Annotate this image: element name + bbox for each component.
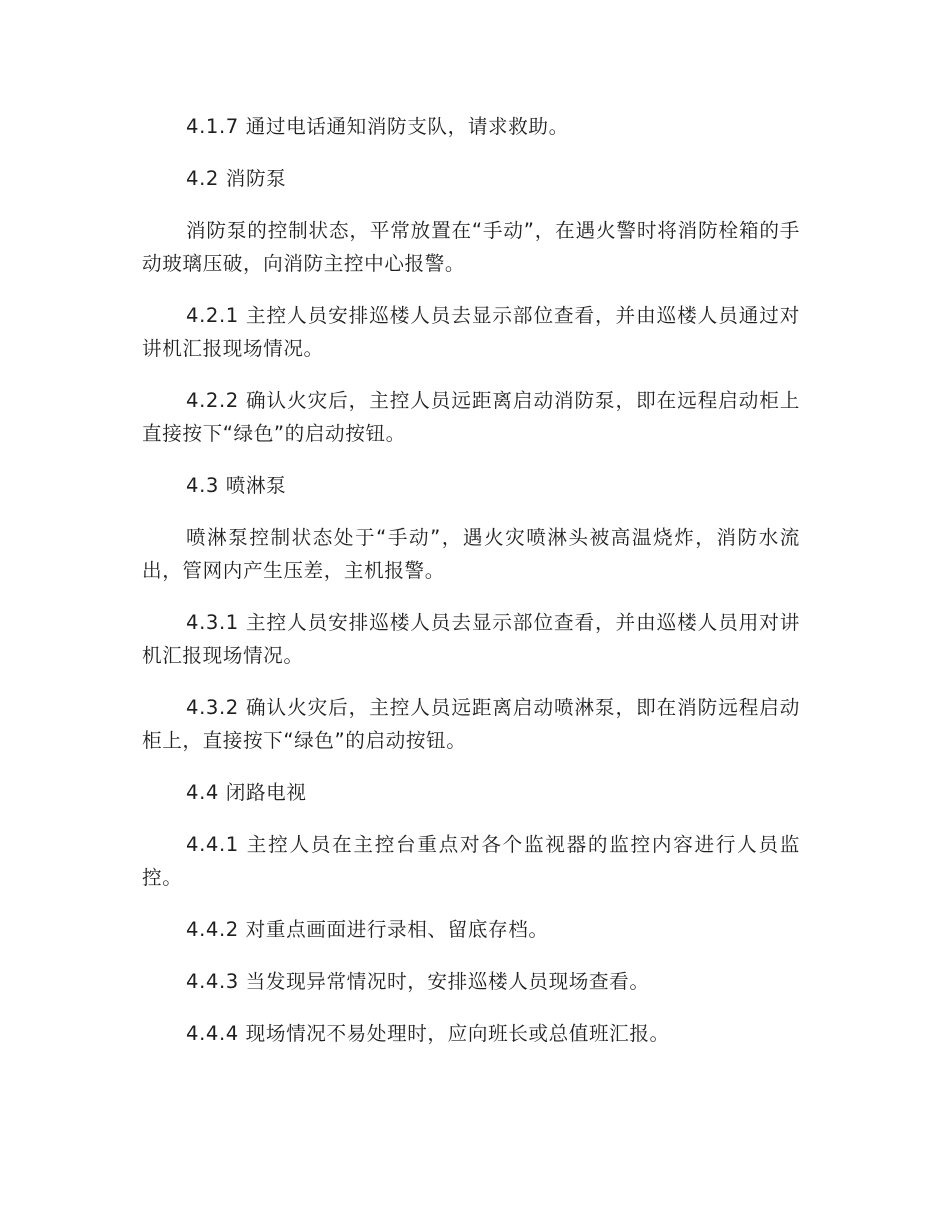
section-heading-4-2: 4.2 消防泵 [186,167,287,190]
paragraph-4-4-3: 4.4.3 当发现异常情况时，安排巡楼人员现场查看。 [186,970,650,993]
paragraph-4-3-2: 4.3.2 确认火灾后，主控人员远距离启动喷淋泵，即在消防远程启动柜上，直接按下“绿色”的启动按钮。 [142,696,800,752]
paragraph-4-2-intro: 消防泵的控制状态，平常放置在“手动”，在遇火警时将消防栓箱的手动玻璃压破，向消防主控中心报警。 [142,219,800,275]
paragraph-4-2-2: 4.2.2 确认火灾后，主控人员远距离启动消防泵，即在远程启动柜上直接按下“绿色”的启动按钮。 [142,389,800,445]
paragraph-4-4-1: 4.4.1 主控人员在主控台重点对各个监视器的监控内容进行人员监控。 [142,833,800,889]
paragraph-4-1-7: 4.1.7 通过电话通知消防支队，请求救助。 [186,115,569,138]
section-heading-4-4: 4.4 闭路电视 [186,781,307,804]
paragraph-4-3-intro: 喷淋泵控制状态处于“手动”，遇火灾喷淋头被高温烧炸，消防水流出，管网内产生压差，主机报警。 [142,526,800,582]
section-heading-4-3: 4.3 喷淋泵 [186,474,287,497]
paragraph-4-2-1: 4.2.1 主控人员安排巡楼人员去显示部位查看，并由巡楼人员通过对讲机汇报现场情况。 [142,304,800,360]
paragraph-4-3-1: 4.3.1 主控人员安排巡楼人员去显示部位查看，并由巡楼人员用对讲机汇报现场情况。 [142,611,800,667]
paragraph-4-4-4: 4.4.4 现场情况不易处理时，应向班长或总值班汇报。 [186,1022,670,1045]
document-body [142,110,800,1050]
paragraph-4-4-2: 4.4.2 对重点画面进行录相、留底存档。 [186,918,549,941]
